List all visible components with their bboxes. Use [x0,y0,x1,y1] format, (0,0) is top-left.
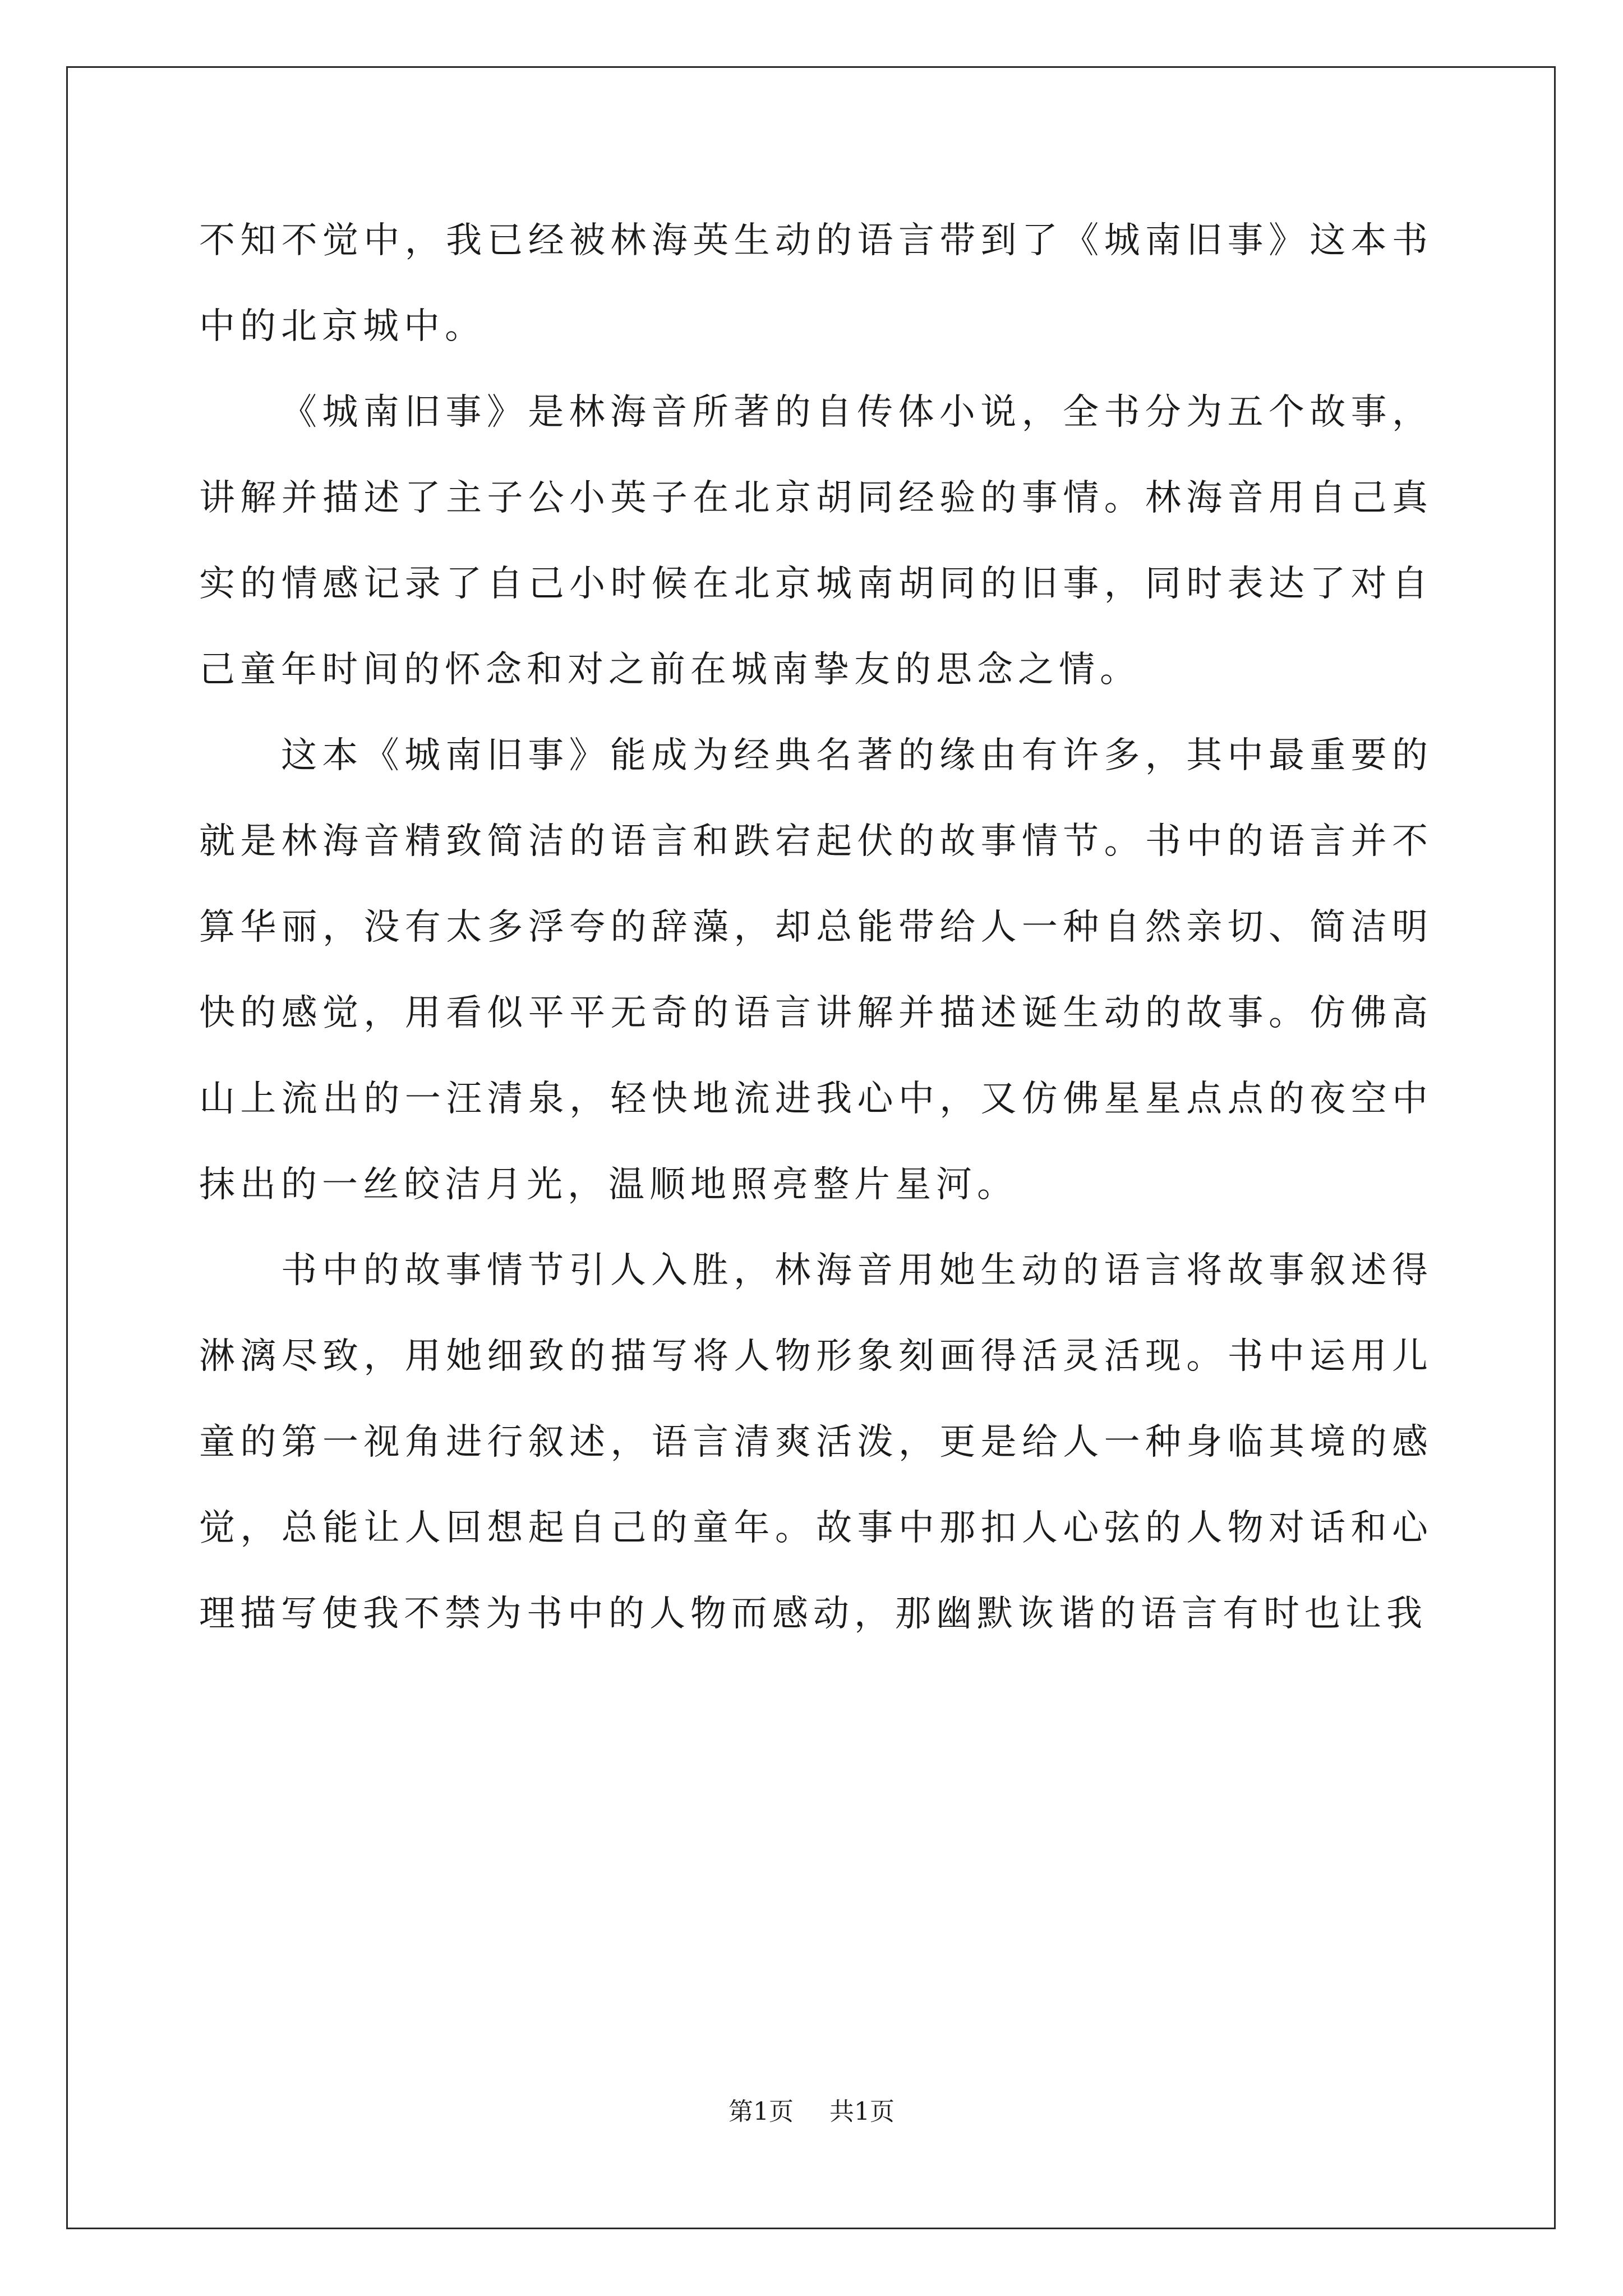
paragraph-4: 书中的故事情节引人入胜，林海音用她生动的语言将故事叙述得淋漓尽致，用她细致的描写将人物形象刻画得活灵活现。书中运用儿童的第一视角进行叙述，语言清爽活泼，更是给人一种身临其境的感觉，总能让人回想起自己的童年。故事中那扣人心弦的人物对话和心理描写使我不禁为书中的人物而感动，那幽默诙谐的语言有时也让我 [199,1250,1433,1635]
paragraph-1: 不知不觉中，我已经被林海英生动的语言带到了《城南旧事》这本书中的北京城中。 [199,220,1433,347]
paragraph-3: 这本《城南旧事》能成为经典名著的缘由有许多，其中最重要的就是林海音精致简洁的语言和跌宕起伏的故事情节。书中的语言并不算华丽，没有太多浮夸的辞藻，却总能带给人一种自然亲切、简洁明快的感觉，用看似平平无奇的语言讲解并描述诞生动的故事。仿佛高山上流出的一汪清泉，轻快地流进我心中，又仿佛星星点点的夜空中抹出的一丝皎洁月光，温顺地照亮整片星河。 [199,735,1433,1205]
page-footer [0,2095,1623,2129]
page-number: 第1页 [728,2097,794,2126]
document-body [199,198,1433,1657]
page-total: 共1页 [829,2097,895,2126]
paragraph-2: 《城南旧事》是林海音所著的自传体小说，全书分为五个故事，讲解并描述了主子公小英子在北京胡同经验的事情。林海音用自己真实的情感记录了自己小时候在北京城南胡同的旧事，同时表达了对自己童年时间的怀念和对之前在城南挚友的思念之情。 [199,392,1433,691]
